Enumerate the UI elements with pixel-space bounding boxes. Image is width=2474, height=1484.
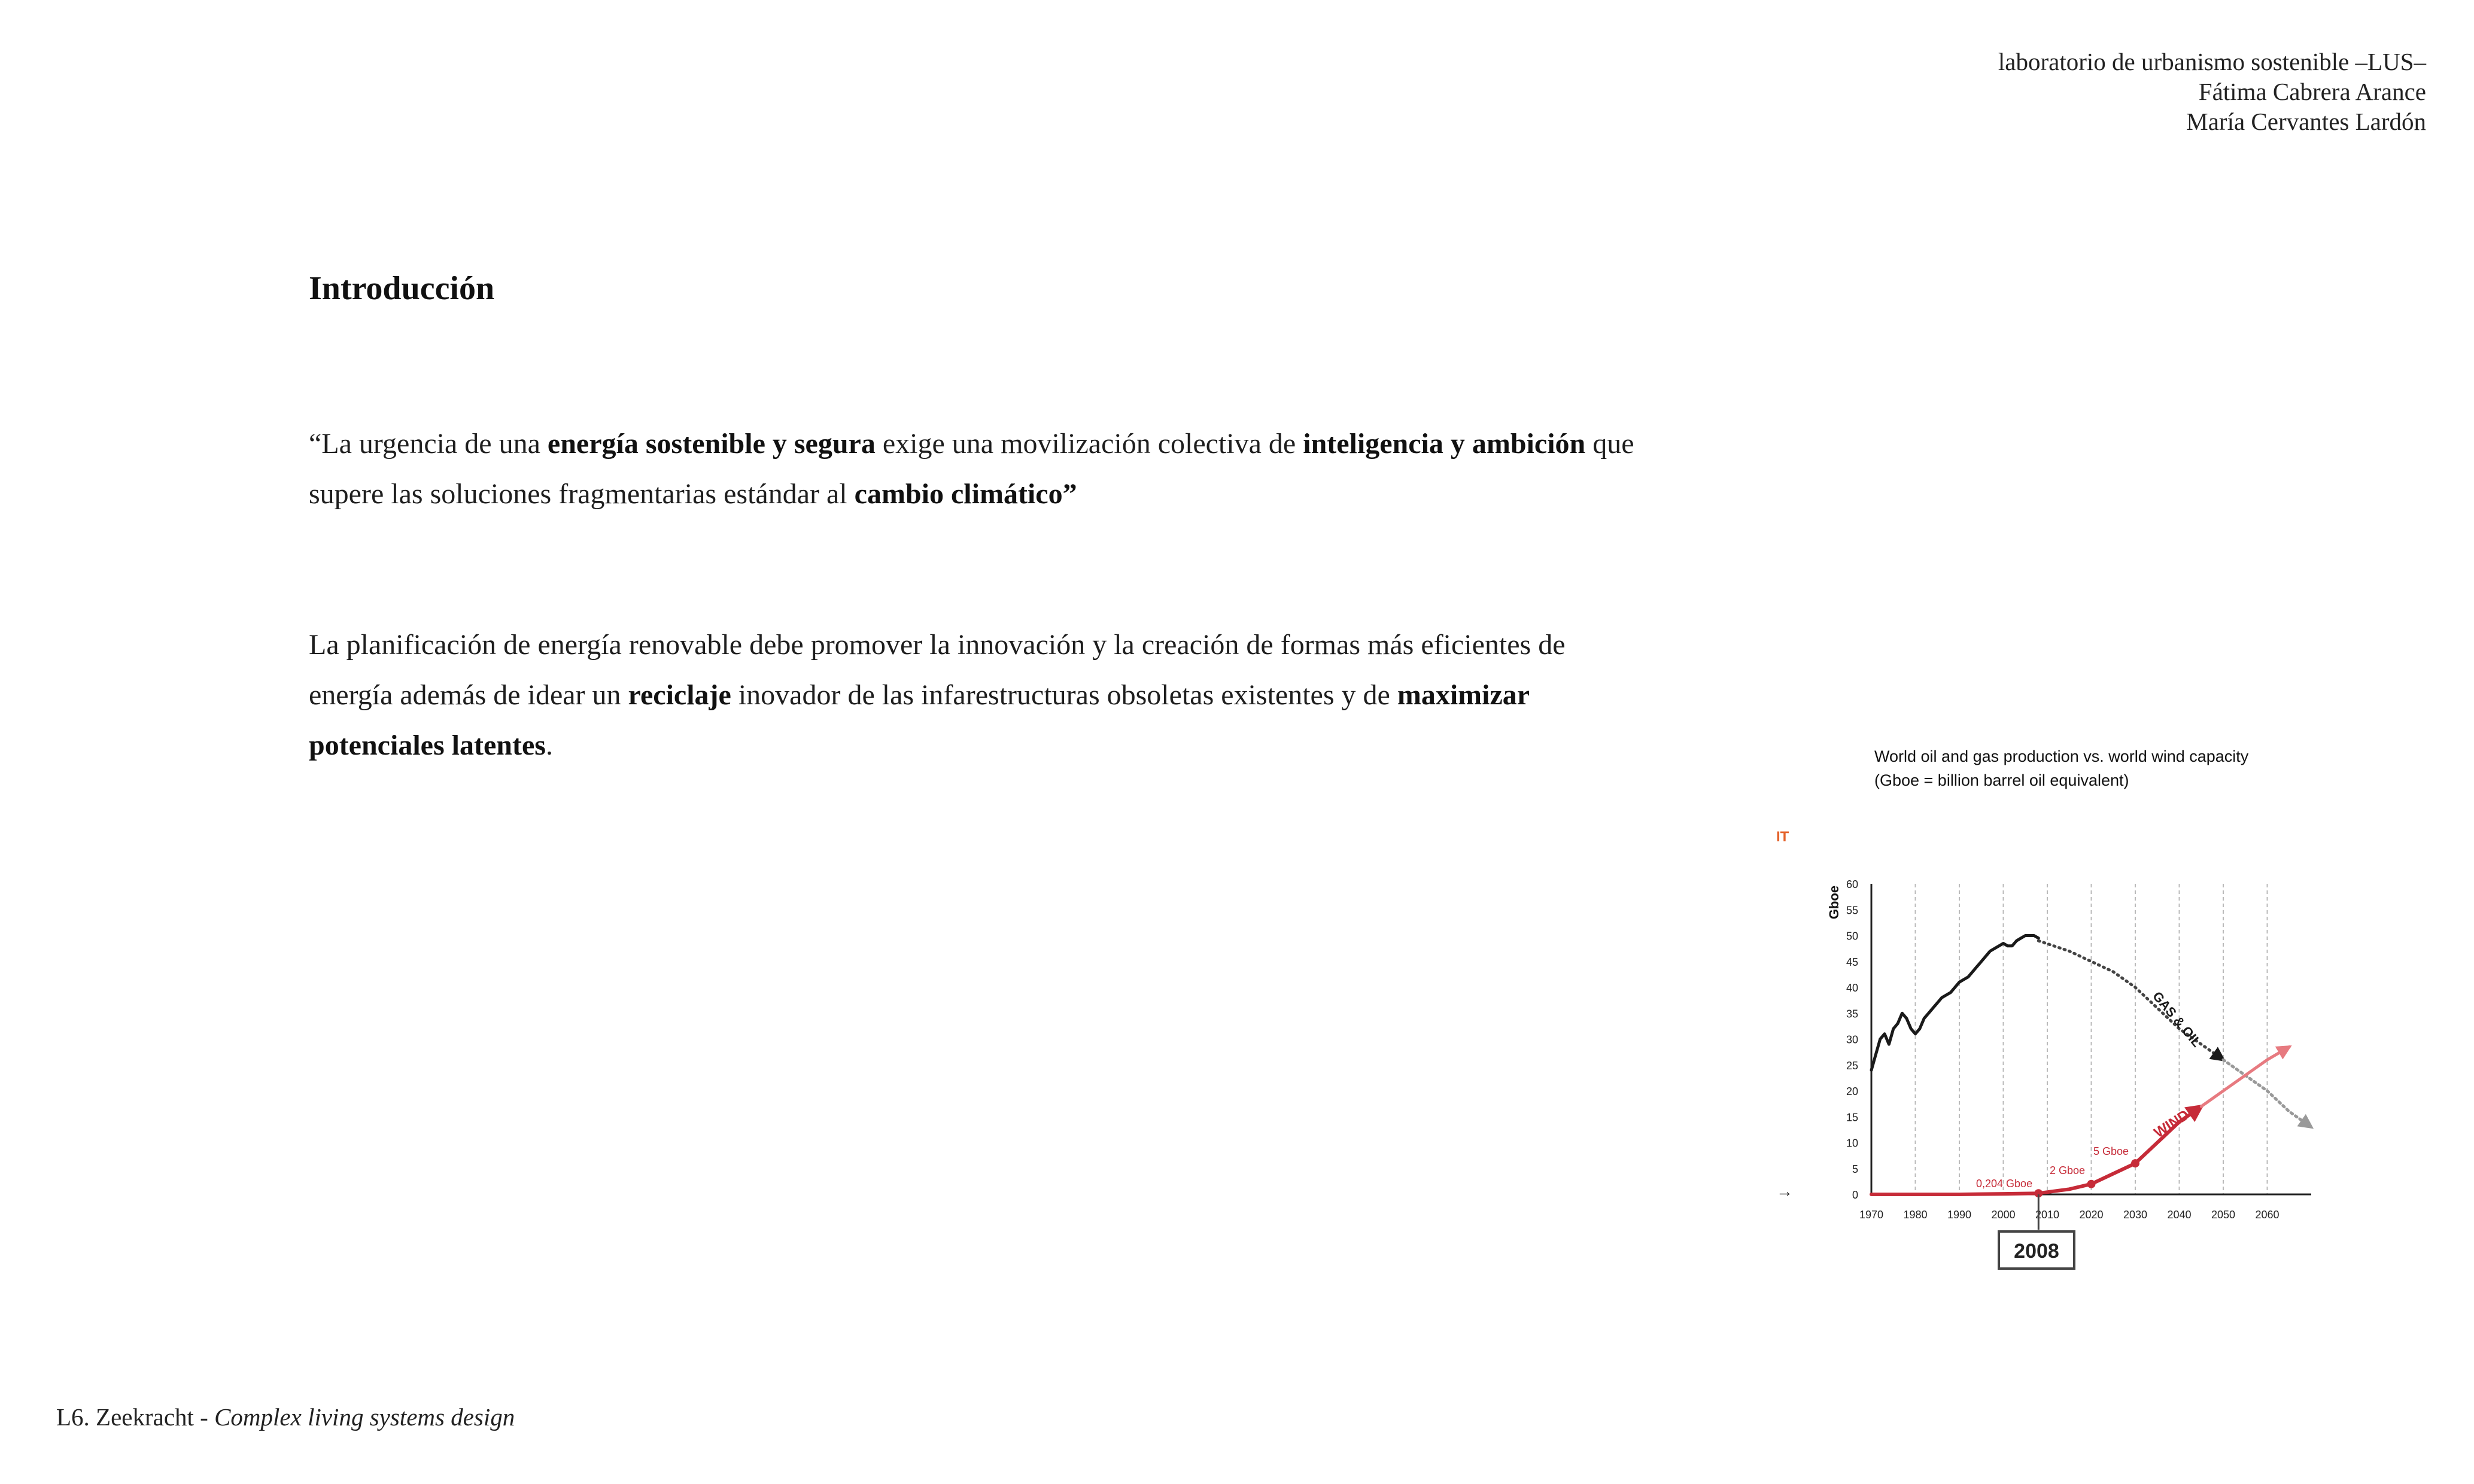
y-tick-label: 25 bbox=[1846, 1059, 1858, 1072]
header-author-1: Fátima Cabrera Arance bbox=[2198, 78, 2426, 105]
x-tick-label: 2020 bbox=[2079, 1209, 2104, 1221]
quote-text-2: exige una movilización colectiva de bbox=[875, 428, 1303, 460]
x-tick-label: 1980 bbox=[1903, 1209, 1928, 1221]
quote-text-3: que supere las soluciones fragmentarias estándar al bbox=[309, 428, 1634, 510]
footer-course-name: Complex living systems design bbox=[214, 1403, 515, 1431]
annotation-0204-gboe: 0,204 Gboe bbox=[1976, 1178, 2033, 1190]
chart-grid bbox=[1871, 884, 2268, 1194]
y-axis-label: Gboe bbox=[1826, 885, 1841, 920]
x-tick-label: 2040 bbox=[2167, 1209, 2192, 1221]
series-label-gas-oil: GAS & OIL bbox=[2150, 989, 2205, 1050]
header-author-2: María Cervantes Lardón bbox=[2186, 108, 2426, 135]
y-tick-label: 40 bbox=[1846, 982, 1858, 994]
y-tick-label: 30 bbox=[1846, 1033, 1858, 1046]
page-footer bbox=[56, 1403, 515, 1431]
body-bold-1: reciclaje bbox=[628, 679, 731, 711]
chart-title: World oil and gas production vs. world wind capacity bbox=[1874, 747, 2249, 765]
y-tick-label: 45 bbox=[1846, 956, 1858, 968]
chart-series bbox=[1871, 936, 2311, 1198]
x-tick-label: 2010 bbox=[2035, 1209, 2060, 1221]
quote-bold-3: cambio climático” bbox=[854, 478, 1077, 510]
y-tick-label: 55 bbox=[1846, 904, 1858, 917]
y-tick-label: 35 bbox=[1846, 1008, 1858, 1020]
series-wind-solid bbox=[1871, 1106, 2201, 1194]
x-tick-label: 1990 bbox=[1947, 1209, 1972, 1221]
y-tick-label: 50 bbox=[1846, 930, 1858, 942]
series-label-wind: WIND bbox=[2151, 1106, 2192, 1142]
wind-data-point bbox=[2131, 1159, 2139, 1167]
annotation-5-gboe: 5 Gboe bbox=[2093, 1145, 2129, 1157]
quote-bold-1: energía sostenible y segura bbox=[547, 428, 876, 460]
quote-bold-2: inteligencia y ambición bbox=[1303, 428, 1586, 460]
annotation-2-gboe: 2 Gboe bbox=[2050, 1164, 2086, 1176]
x-tick-label: 2030 bbox=[2123, 1209, 2148, 1221]
cropped-fragment-label: IT bbox=[1776, 829, 1789, 845]
x-tick-label: 2050 bbox=[2211, 1209, 2236, 1221]
y-tick-label: 60 bbox=[1846, 878, 1858, 890]
section-title: Introducción bbox=[309, 270, 495, 307]
highlight-year-label: 2008 bbox=[2014, 1240, 2059, 1263]
body-bold-2: maximizar potenciales latentes bbox=[309, 679, 1530, 761]
y-tick-label: 0 bbox=[1852, 1189, 1858, 1201]
cropped-fragment-arrow: → bbox=[1776, 1182, 1793, 1200]
header-lab-name: laboratorio de urbanismo sostenible –LUS– bbox=[1998, 48, 2426, 75]
wind-data-point bbox=[2087, 1180, 2096, 1188]
quote-text-1: “La urgencia de una bbox=[309, 428, 548, 460]
body-text-3: . bbox=[545, 729, 553, 761]
series-gas-oil-solid bbox=[1871, 936, 2038, 1071]
body-text-1: La planificación de energía renovable debe promover la innovación y la creación de formas más eficientes de energía además de idear un bbox=[309, 629, 1566, 711]
y-tick-label: 5 bbox=[1852, 1163, 1858, 1175]
body-text-2: inovador de las infarestructuras obsoletas existentes y de bbox=[731, 679, 1397, 711]
x-tick-label: 2000 bbox=[1991, 1209, 2016, 1221]
footer-prefix: L6. Zeekracht - bbox=[56, 1403, 215, 1431]
y-tick-label: 20 bbox=[1846, 1085, 1858, 1097]
x-tick-label: 2060 bbox=[2255, 1209, 2280, 1221]
y-tick-label: 10 bbox=[1846, 1137, 1858, 1150]
x-tick-label: 1970 bbox=[1859, 1209, 1884, 1221]
chart-subtitle: (Gboe = billion barrel oil equivalent) bbox=[1874, 771, 2129, 789]
y-tick-label: 15 bbox=[1846, 1111, 1858, 1124]
